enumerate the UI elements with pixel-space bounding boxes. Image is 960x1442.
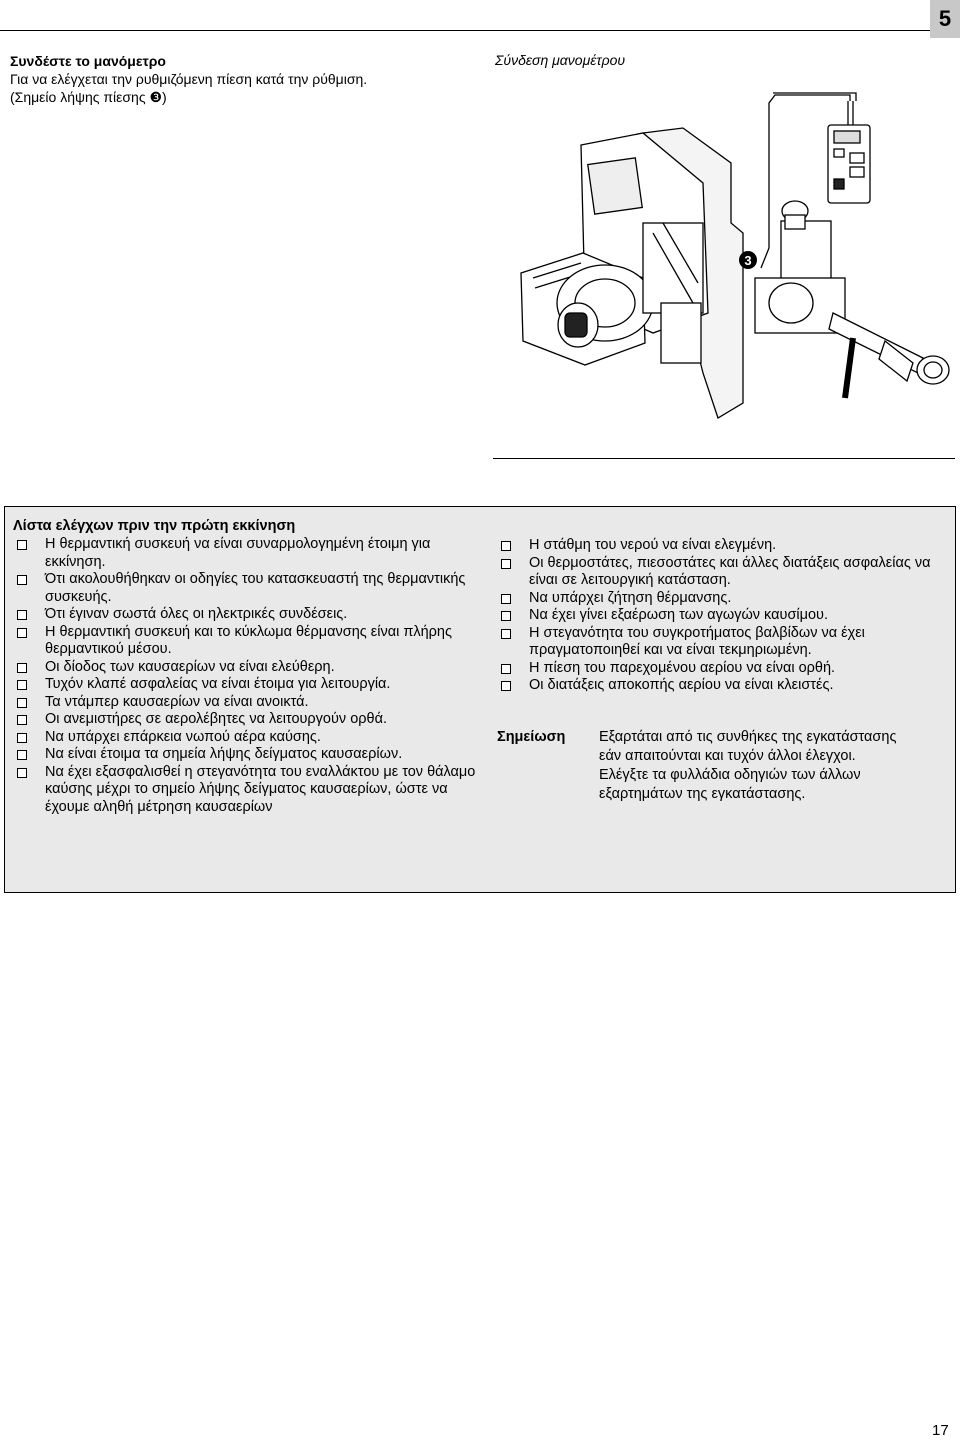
burner-illustration (493, 73, 955, 458)
callout-label: 3 (744, 253, 752, 268)
note-label: Σημείωση (497, 729, 566, 745)
checkbox[interactable] (17, 715, 27, 725)
checklist-box (4, 506, 956, 893)
checkbox[interactable] (17, 663, 27, 673)
checklist-title: Λίστα ελέγχων πριν την πρώτη εκκίνηση (13, 518, 296, 534)
checklist-item: Οι θερμοστάτες, πιεσοστάτες και άλλες διατάξεις ασφαλείας να είναι σε λειτουργική κατάσταση. (497, 555, 947, 590)
checkbox[interactable] (17, 733, 27, 743)
checkbox[interactable] (17, 540, 27, 550)
checkbox[interactable] (17, 575, 27, 585)
checkbox[interactable] (501, 629, 511, 639)
checklist-item: Να έχει εξασφαλισθεί η στεγανότητα του εναλλάκτου με τον θάλαμο καύσης μέχρι το σημείο λήψης δείγματος καυσαερίων, ώστε να έχουμε αληθή μέτρηση καυσαερίων (13, 764, 488, 817)
checklist-item: Η θερμαντική συσκευή και το κύκλωμα θέρμανσης είναι πλήρης θερμαντικού μέσου. (13, 624, 488, 659)
checklist-item: Να υπάρχει ζήτηση θέρμανσης. (497, 590, 947, 608)
checkbox[interactable] (501, 594, 511, 604)
page-number: 17 (932, 1422, 949, 1439)
intro-line-2: (Σημείο λήψης πίεσης ❸) (10, 89, 167, 105)
checklist-item: Οι διατάξεις αποκοπής αερίου να είναι κλειστές. (497, 677, 947, 695)
intro-heading: Συνδέστε το μανόμετρο (10, 53, 166, 69)
note-text: Εξαρτάται από τις συνθήκες της εγκατάστασης εάν απαιτούνται και τυχόν άλλοι έλεγχοι. Ελέγξτε τα φυλλάδια οδηγιών των άλλων εξαρτημάτων της εγκατάστασης. (599, 729, 897, 802)
checklist-item: Η στεγανότητα του συγκροτήματος βαλβίδων να έχει πραγματοποιηθεί και να είναι τεκμηριωμένη. (497, 625, 947, 660)
checkbox[interactable] (501, 664, 511, 674)
checklist-item: Ότι έγιναν σωστά όλες οι ηλεκτρικές συνδέσεις. (13, 606, 488, 624)
checkbox[interactable] (17, 750, 27, 760)
valve-handle (845, 338, 853, 398)
checkbox[interactable] (501, 559, 511, 569)
checklist-item: Οι ανεμιστήρες σε αερολέβητες να λειτουργούν ορθά. (13, 711, 488, 729)
header-rule (0, 30, 930, 31)
checkbox[interactable] (17, 768, 27, 778)
checklist-item: Να υπάρχει επάρκεια νωπού αέρα καύσης. (13, 729, 488, 747)
checklist-item: Τυχόν κλαπέ ασφαλείας να είναι έτοιμα για λειτουργία. (13, 676, 488, 694)
checklist-item: Οι δίοδος των καυσαερίων να είναι ελεύθερη. (13, 659, 488, 677)
checklist-left-column (13, 536, 488, 816)
figure-caption: Σύνδεση μανομέτρου (495, 52, 626, 68)
checklist-item: Ότι ακολουθήθηκαν οι οδηγίες του κατασκευαστή της θερμαντικής συσκευής. (13, 571, 488, 606)
checkbox[interactable] (17, 698, 27, 708)
note-block (497, 728, 949, 804)
intro-line-1: Για να ελέγχεται την ρυθμιζόμενη πίεση κατά την ρύθμιση. (10, 71, 368, 87)
checkbox[interactable] (501, 681, 511, 691)
checklist-item: Να έχει γίνει εξαέρωση των αγωγών καυσίμου. (497, 607, 947, 625)
checkbox[interactable] (17, 628, 27, 638)
intro-block (10, 52, 367, 106)
checklist-item: Η στάθμη του νερού να είναι ελεγμένη. (497, 537, 947, 555)
checklist-item: Να είναι έτοιμα τα σημεία λήψης δείγματος καυσαερίων. (13, 746, 488, 764)
checkbox[interactable] (17, 680, 27, 690)
checklist-item: Η θερμαντική συσκευή να είναι συναρμολογημένη έτοιμη για εκκίνηση. (13, 536, 488, 571)
chapter-number-tab: 5 (930, 0, 960, 38)
checkbox[interactable] (501, 541, 511, 551)
checklist-item: Η πίεση του παρεχομένου αερίου να είναι ορθή. (497, 660, 947, 678)
checklist-item: Τα ντάμπερ καυσαερίων να είναι ανοικτά. (13, 694, 488, 712)
manometer-display (834, 131, 860, 143)
checklist-right-column (497, 537, 947, 695)
checkbox[interactable] (17, 610, 27, 620)
burner-manometer-figure (493, 73, 955, 459)
checkbox[interactable] (501, 611, 511, 621)
